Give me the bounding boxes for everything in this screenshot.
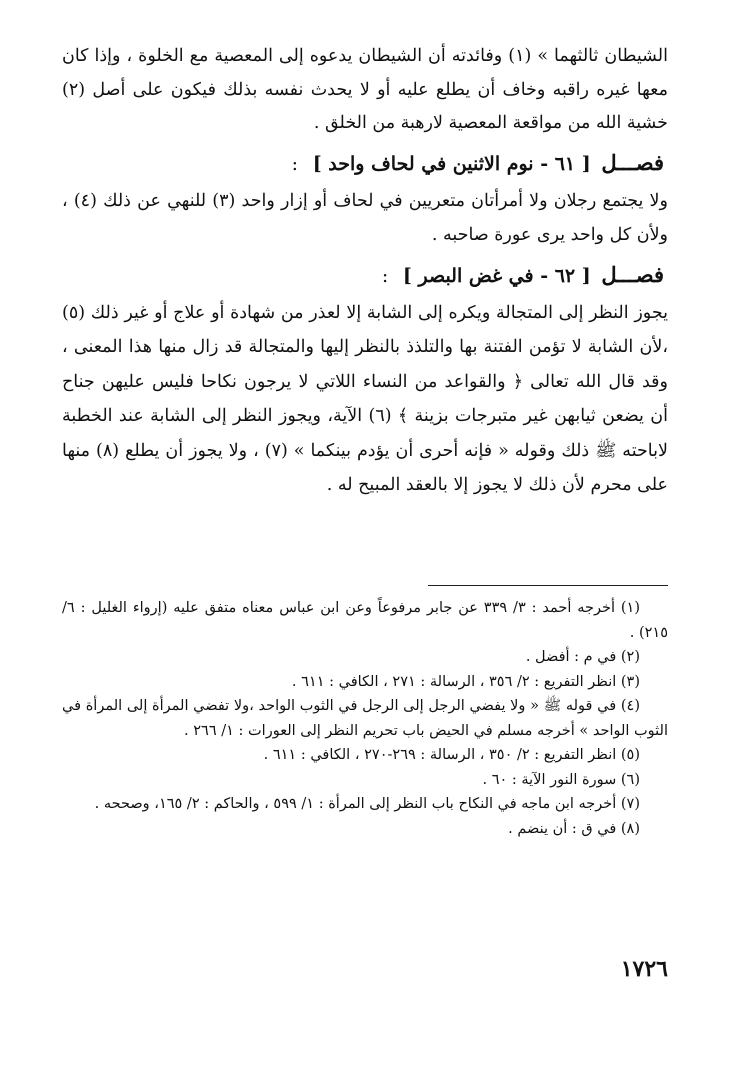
footnote-divider bbox=[428, 585, 668, 586]
footnote-6: (٦) سورة النور الآية : ٦٠ . bbox=[482, 771, 640, 788]
footnote-7: (٧) أخرجه ابن ماجه في النكاح باب النظر إلى المرأة : ١/ ٥٩٩ ، والحاكم : ٢/ ١٦٥، وصححه . bbox=[94, 796, 640, 812]
main-text bbox=[62, 40, 668, 503]
section-colon: : bbox=[381, 264, 389, 287]
section-title: [ ٦١ - نوم الاثنين في لحاف واحد ] bbox=[312, 152, 591, 175]
section-title: [ ٦٢ - في غض البصر ] bbox=[402, 264, 591, 287]
footnote-8: (٨) في ق : أن ينضم . bbox=[508, 820, 640, 837]
paragraph-intro: الشيطان ثالثهما » (١) وفائدته أن الشيطان يدعوه إلى المعصية مع الخلوة ، وإذا كان معها غيره راقبه وخاف أن يطلع عليه أو لا يحدث نفسه بذلك فيكون على أصل (٢) خشية الله من مواقعة المعصية لارهبة من الخلق . bbox=[62, 46, 668, 133]
section-heading-61 bbox=[62, 149, 668, 178]
section-colon: : bbox=[291, 152, 299, 175]
footnotes bbox=[62, 596, 668, 841]
paragraph-section-61: ولا يجتمع رجلان ولا أمرأتان متعريين في لحاف أو إزار واحد (٣) للنهي عن ذلك (٤) ، ولأن كل واحد يرى عورة صاحبه . bbox=[62, 190, 668, 245]
paragraph-section-62: يجوز النظر إلى المتجالة ويكره إلى الشابة إلا لعذر من شهادة أو علاج أو غير ذلك (٥) ،لأن الشابة لا تؤمن الفتنة بها والتلذذ بالنظر إليها والمتجالة قد زال منها هذا المعنى ، وقد قال الله تعالى ﴿ والقواعد من النساء اللاتي لا يرجون نكاحا فليس عليهن جناح أن يضعن ثيابهن غير متبرجات بزينة ﴾ (٦) الآية، ويجوز النظر إلى الشابة عند الخطبة لاباحته ﷺ ذلك وقوله « فإنه أحرى أن يؤدم بينكما » (٧) ، ولا يجوز أن يطلع (٨) منها على محرم لأن ذلك لا يجوز إلا بالعقد المبيح له . bbox=[62, 302, 668, 495]
footnote-4: (٤) في قوله ﷺ « ولا يفضي الرجل إلى الرجل في الثوب الواحد ،ولا تفضي المرأة إلى المرأة في الثوب الواحد » أخرجه مسلم في الحيض باب تحريم النظر إلى العورات : ١/ ٢٦٦ . bbox=[62, 698, 668, 739]
section-heading-62 bbox=[62, 261, 668, 290]
footnote-3: (٣) انظر التفريع : ٢/ ٣٥٦ ، الرسالة : ٢٧١ ، الكافي : ٦١١ . bbox=[291, 673, 640, 690]
footnote-1: (١) أخرجه أحمد : ٣/ ٣٣٩ عن جابر مرفوعاً وعن ابن عباس معناه متفق عليه (إرواء الغليل : ٦/ ٢١٥) . bbox=[62, 600, 668, 641]
section-label: فصـــل bbox=[601, 261, 664, 287]
footnote-5: (٥) انظر التفريع : ٢/ ٣٥٠ ، الرسالة : ٢٦٩-٢٧٠ ، الكافي : ٦١١ . bbox=[263, 747, 640, 763]
section-label: فصـــل bbox=[601, 149, 664, 175]
footnote-2: (٢) في م : أفضل . bbox=[525, 649, 640, 665]
page-number: ١٧٢٦ bbox=[620, 956, 668, 982]
